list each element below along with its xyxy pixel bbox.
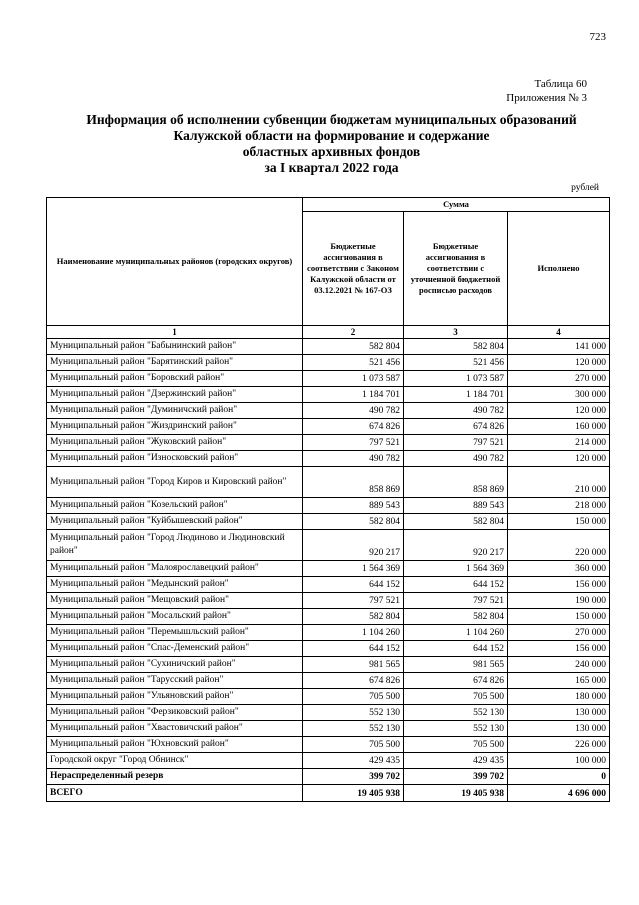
table-row	[47, 419, 610, 435]
district-name: Муниципальный район "Барятинский район"	[47, 355, 303, 371]
table-row	[47, 577, 610, 593]
table-reference	[506, 77, 587, 105]
title-line3: областных архивных фондов	[242, 144, 421, 159]
district-name: Муниципальный район "Жиздринский район"	[47, 419, 303, 435]
district-name: Муниципальный район "Перемышльский район"	[47, 625, 303, 641]
table-row	[47, 705, 610, 721]
executed-value: 156 000	[508, 577, 610, 593]
total-row	[47, 785, 610, 802]
executed-value: 210 000	[508, 467, 610, 498]
executed-value: 218 000	[508, 498, 610, 514]
plan-value: 644 152	[404, 641, 508, 657]
plan-value: 705 500	[404, 689, 508, 705]
table-row	[47, 387, 610, 403]
district-name: Муниципальный район "Козельский район"	[47, 498, 303, 514]
table-body	[47, 339, 610, 802]
executed-value: 130 000	[508, 705, 610, 721]
executed-value: 141 000	[508, 339, 610, 355]
title-line4: за I квартал 2022 года	[264, 160, 399, 175]
table-row	[47, 673, 610, 689]
plan-value: 981 565	[404, 657, 508, 673]
executed-value: 156 000	[508, 641, 610, 657]
law-value: 1 104 260	[303, 625, 404, 641]
plan-value: 644 152	[404, 577, 508, 593]
district-name: Муниципальный район "Спас-Деменский район"	[47, 641, 303, 657]
law-value: 429 435	[303, 753, 404, 769]
district-name: Муниципальный район "Город Людиново и Людиновский район"	[47, 530, 303, 561]
reserve-row	[47, 769, 610, 785]
reserve-name: Нераспределенный резерв	[47, 769, 303, 785]
executed-value: 180 000	[508, 689, 610, 705]
table-row	[47, 403, 610, 419]
header-law-assignments: Бюджетные ассигнования в соответствии с Законом Калужской области от 03.12.2021 № 167-ОЗ	[303, 212, 404, 326]
law-value: 981 565	[303, 657, 404, 673]
law-value: 582 804	[303, 609, 404, 625]
page-title	[40, 112, 623, 176]
title-line2: Калужской области на формирование и содержание	[173, 128, 490, 143]
executed-value: 150 000	[508, 514, 610, 530]
district-name: Муниципальный район "Боровский район"	[47, 371, 303, 387]
executed-value: 300 000	[508, 387, 610, 403]
district-name: Муниципальный район "Дзержинский район"	[47, 387, 303, 403]
law-value: 644 152	[303, 641, 404, 657]
district-name: Муниципальный район "Город Киров и Кировский район"	[47, 467, 303, 498]
plan-value: 490 782	[404, 403, 508, 419]
district-name: Муниципальный район "Бабынинский район"	[47, 339, 303, 355]
table-row	[47, 625, 610, 641]
executed-value: 160 000	[508, 419, 610, 435]
executed-value: 150 000	[508, 609, 610, 625]
subvention-table	[46, 197, 610, 802]
table-row	[47, 339, 610, 355]
table-row	[47, 467, 610, 498]
table-row	[47, 498, 610, 514]
law-value: 797 521	[303, 435, 404, 451]
law-value: 705 500	[303, 737, 404, 753]
plan-value: 920 217	[404, 530, 508, 561]
total-plan-value: 19 405 938	[404, 785, 508, 802]
plan-value: 797 521	[404, 435, 508, 451]
executed-value: 120 000	[508, 403, 610, 419]
title-line1: Информация об исполнении субвенции бюджетам муниципальных образований	[86, 112, 577, 127]
plan-value: 429 435	[404, 753, 508, 769]
plan-value: 490 782	[404, 451, 508, 467]
law-value: 552 130	[303, 705, 404, 721]
total-name: ВСЕГО	[47, 785, 303, 802]
law-value: 889 543	[303, 498, 404, 514]
plan-value: 582 804	[404, 609, 508, 625]
law-value: 1 073 587	[303, 371, 404, 387]
executed-value: 165 000	[508, 673, 610, 689]
district-name: Муниципальный район "Износковский район"	[47, 451, 303, 467]
table-row	[47, 514, 610, 530]
district-name: Муниципальный район "Ферзиковский район"	[47, 705, 303, 721]
header-name-column: Наименование муниципальных районов (городских округов)	[47, 198, 303, 326]
plan-value: 582 804	[404, 514, 508, 530]
district-name: Муниципальный район "Ульяновский район"	[47, 689, 303, 705]
header-sum-group: Сумма	[303, 198, 610, 212]
plan-value: 582 804	[404, 339, 508, 355]
executed-value: 130 000	[508, 721, 610, 737]
executed-value: 120 000	[508, 451, 610, 467]
law-value: 920 217	[303, 530, 404, 561]
executed-value: 240 000	[508, 657, 610, 673]
reserve-plan-value: 399 702	[404, 769, 508, 785]
law-value: 490 782	[303, 403, 404, 419]
plan-value: 521 456	[404, 355, 508, 371]
district-name: Муниципальный район "Куйбышевский район"	[47, 514, 303, 530]
executed-value: 270 000	[508, 625, 610, 641]
law-value: 490 782	[303, 451, 404, 467]
law-value: 582 804	[303, 339, 404, 355]
header-number: 2	[303, 326, 404, 339]
table-row	[47, 435, 610, 451]
law-value: 1 184 701	[303, 387, 404, 403]
executed-value: 190 000	[508, 593, 610, 609]
table-row	[47, 593, 610, 609]
district-name: Муниципальный район "Малоярославецкий район"	[47, 561, 303, 577]
plan-value: 1 104 260	[404, 625, 508, 641]
executed-value: 226 000	[508, 737, 610, 753]
law-value: 858 869	[303, 467, 404, 498]
plan-value: 552 130	[404, 705, 508, 721]
plan-value: 889 543	[404, 498, 508, 514]
plan-value: 674 826	[404, 419, 508, 435]
law-value: 1 564 369	[303, 561, 404, 577]
table-row	[47, 689, 610, 705]
plan-value: 858 869	[404, 467, 508, 498]
law-value: 521 456	[303, 355, 404, 371]
total-law-value: 19 405 938	[303, 785, 404, 802]
table-row	[47, 641, 610, 657]
district-name: Городской округ "Город Обнинск"	[47, 753, 303, 769]
district-name: Муниципальный район "Юхновский район"	[47, 737, 303, 753]
plan-value: 674 826	[404, 673, 508, 689]
law-value: 674 826	[303, 673, 404, 689]
plan-value: 797 521	[404, 593, 508, 609]
header-number: 3	[404, 326, 508, 339]
law-value: 552 130	[303, 721, 404, 737]
plan-value: 1 184 701	[404, 387, 508, 403]
header-number: 4	[508, 326, 610, 339]
law-value: 644 152	[303, 577, 404, 593]
table-row	[47, 451, 610, 467]
executed-value: 220 000	[508, 530, 610, 561]
table-row	[47, 753, 610, 769]
district-name: Муниципальный район "Думиничский район"	[47, 403, 303, 419]
district-name: Муниципальный район "Жуковский район"	[47, 435, 303, 451]
table-row	[47, 371, 610, 387]
header-plan-assignments: Бюджетные ассигнования в соответствии с уточненной бюджетной росписью расходов	[404, 212, 508, 326]
table-row	[47, 530, 610, 561]
district-name: Муниципальный район "Сухиничский район"	[47, 657, 303, 673]
reserve-law-value: 399 702	[303, 769, 404, 785]
header-number: 1	[47, 326, 303, 339]
table-row	[47, 355, 610, 371]
plan-value: 552 130	[404, 721, 508, 737]
plan-value: 1 564 369	[404, 561, 508, 577]
table-row	[47, 561, 610, 577]
executed-value: 120 000	[508, 355, 610, 371]
plan-value: 1 073 587	[404, 371, 508, 387]
reserve-executed-value: 0	[508, 769, 610, 785]
law-value: 705 500	[303, 689, 404, 705]
units-label: рублей	[571, 183, 599, 193]
page-number: 723	[589, 31, 606, 43]
district-name: Муниципальный район "Хвастовичский район"	[47, 721, 303, 737]
table-ref-line2: Приложения № 3	[506, 92, 587, 104]
executed-value: 214 000	[508, 435, 610, 451]
table-row	[47, 721, 610, 737]
law-value: 582 804	[303, 514, 404, 530]
law-value: 797 521	[303, 593, 404, 609]
law-value: 674 826	[303, 419, 404, 435]
total-executed-value: 4 696 000	[508, 785, 610, 802]
plan-value: 705 500	[404, 737, 508, 753]
table-ref-line1: Таблица 60	[534, 78, 587, 90]
table-row	[47, 609, 610, 625]
district-name: Муниципальный район "Мосальский район"	[47, 609, 303, 625]
district-name: Муниципальный район "Мещовский район"	[47, 593, 303, 609]
header-executed: Исполнено	[508, 212, 610, 326]
executed-value: 100 000	[508, 753, 610, 769]
district-name: Муниципальный район "Медынский район"	[47, 577, 303, 593]
executed-value: 270 000	[508, 371, 610, 387]
table-row	[47, 657, 610, 673]
district-name: Муниципальный район "Тарусский район"	[47, 673, 303, 689]
table-row	[47, 737, 610, 753]
executed-value: 360 000	[508, 561, 610, 577]
